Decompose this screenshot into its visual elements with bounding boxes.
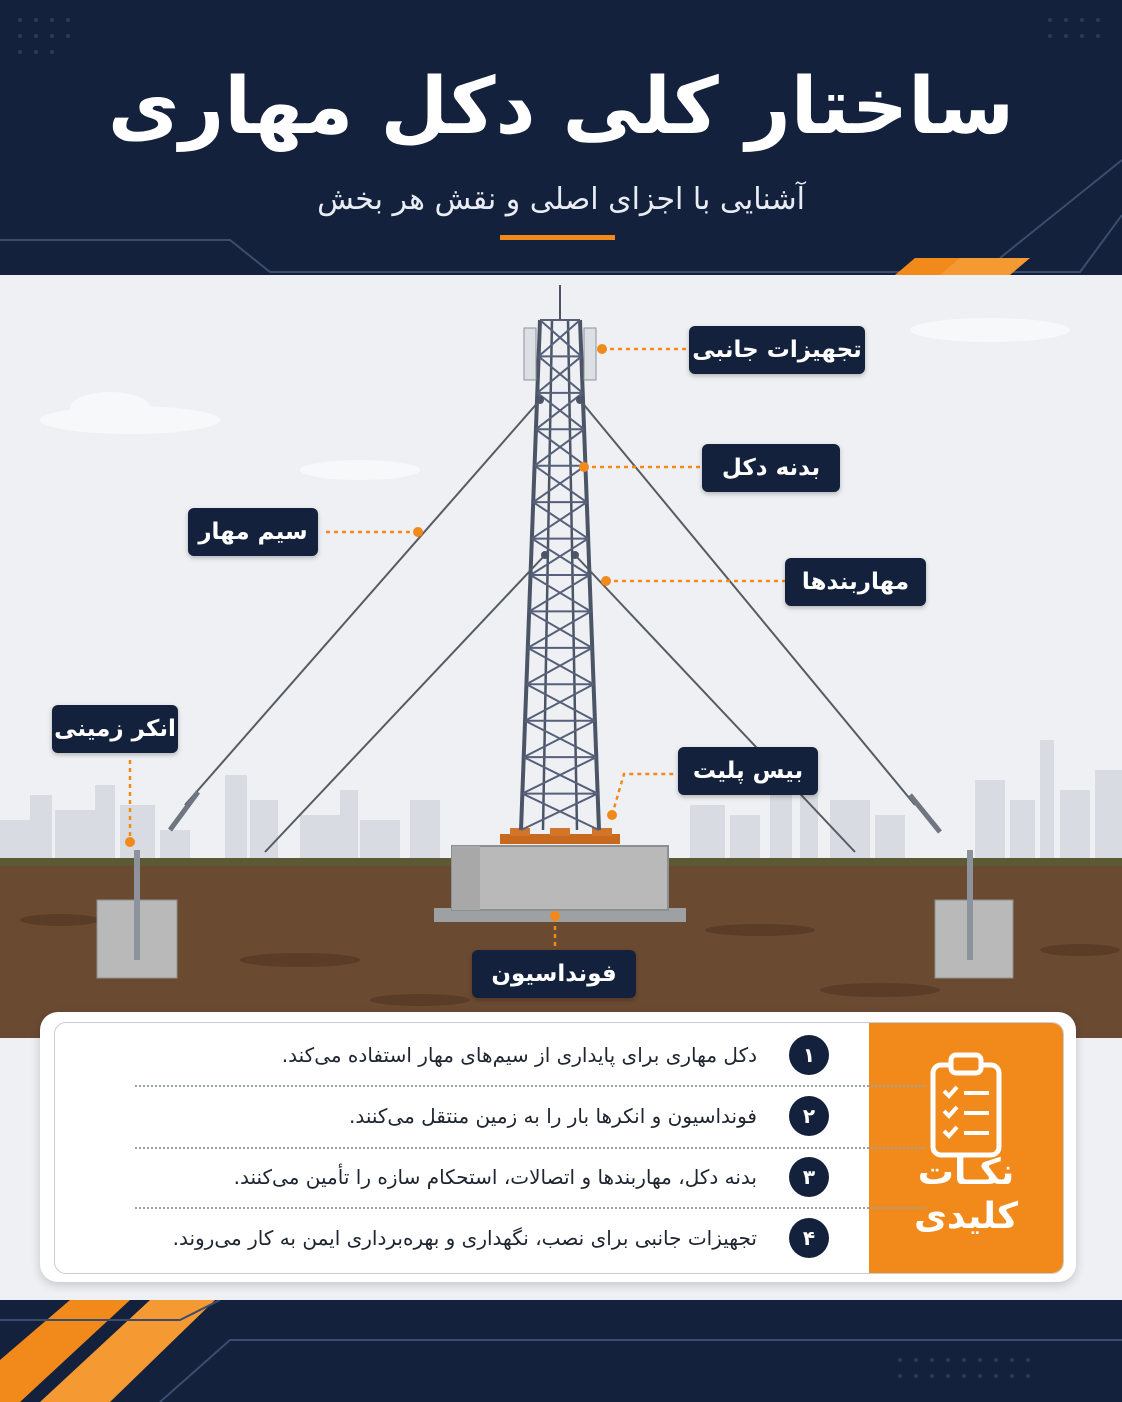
label-foundation: فونداسیون (472, 950, 636, 998)
point-divider (135, 1085, 925, 1087)
anchor-block-right (935, 900, 1013, 978)
label-mast-body: بدنه دکل (702, 444, 840, 492)
page-title: ساختار کلی دکل مهاری (107, 62, 1015, 152)
point-text: بدنه دکل، مهاربندها و اتصالات، استحکام سازه را تأمین می‌کنند. (233, 1165, 757, 1189)
point-divider (135, 1147, 925, 1149)
point-text: دکل مهاری برای پایداری از سیم‌های مهار استفاده می‌کند. (281, 1043, 757, 1067)
label-base-plate: بیس پلیت (678, 747, 818, 795)
label-guy-wire: سیم مهار (188, 508, 318, 556)
point-text: تجهیزات جانبی برای نصب، نگهداری و بهره‌برداری ایمن به کار می‌روند. (172, 1226, 757, 1250)
key-points-title-line2: کلیدی (913, 1196, 1019, 1237)
footer-decoration (0, 1300, 1122, 1402)
footer-banner (0, 1300, 1122, 1402)
key-points-title-line1: نکـات (917, 1152, 1015, 1193)
label-guy-brackets: مهاربندها (785, 558, 926, 606)
antenna-left (524, 328, 536, 380)
point-text: فونداسیون و انکرها بار را به زمین منتقل می‌کنند. (348, 1104, 757, 1128)
point-number: ۳ (789, 1157, 829, 1197)
label-ground-anchor: انکر زمینی (52, 705, 178, 753)
page-subtitle: آشنایی با اجزای اصلی و نقش هر بخش (317, 182, 805, 217)
point-number: ۲ (789, 1096, 829, 1136)
label-side-equipment: تجهیزات جانبی (689, 326, 865, 374)
key-points-card (54, 1022, 1064, 1274)
foundation-block (452, 846, 668, 910)
point-number: ۱ (789, 1035, 829, 1075)
point-divider (135, 1207, 925, 1209)
antenna-right (584, 328, 596, 380)
point-number: ۴ (789, 1218, 829, 1258)
key-points-title (869, 1151, 1063, 1239)
